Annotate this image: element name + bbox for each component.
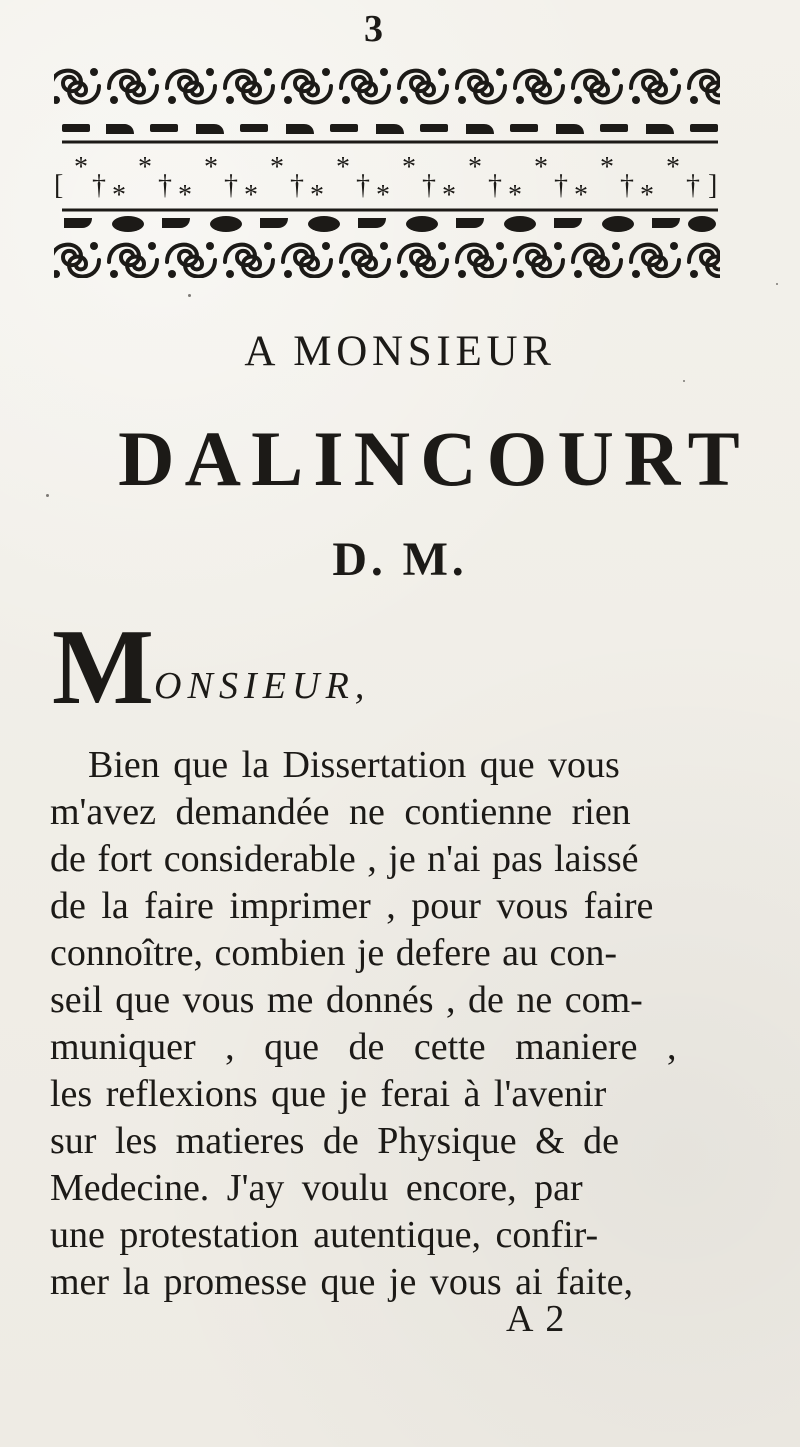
svg-text:*: * <box>640 180 654 211</box>
svg-text:]: ] <box>708 170 718 201</box>
ornamental-headpiece-icon <box>46 58 728 288</box>
svg-text:†: † <box>686 170 700 201</box>
svg-text:†: † <box>356 170 370 201</box>
body-line: Bien que la Dissertation que vous <box>88 744 620 786</box>
body-line: une protestation autentique, confir- <box>50 1214 599 1256</box>
svg-text:*: * <box>270 152 284 183</box>
body-line: mer la promesse que je vous ai faite, <box>50 1261 634 1303</box>
svg-text:*: * <box>310 180 324 211</box>
body-line: les reflexions que je ferai à l'avenir <box>50 1073 607 1115</box>
svg-text:†: † <box>554 170 568 201</box>
svg-text:*: * <box>74 152 88 183</box>
body-line: sur les matieres de Physique & de <box>50 1120 620 1162</box>
body-line: m'avez demandée ne contienne rien <box>50 791 631 833</box>
body-text <box>50 742 722 1306</box>
svg-text:*: * <box>244 180 258 211</box>
svg-text:*: * <box>534 152 548 183</box>
svg-text:†: † <box>620 170 634 201</box>
svg-text:*: * <box>600 152 614 183</box>
svg-text:†: † <box>422 170 436 201</box>
svg-text:*: * <box>666 152 680 183</box>
svg-text:†: † <box>290 170 304 201</box>
svg-text:[: [ <box>54 170 64 201</box>
body-line: connoître, combien je defere au con- <box>50 932 618 974</box>
svg-text:*: * <box>376 180 390 211</box>
svg-text:†: † <box>224 170 238 201</box>
svg-text:*: * <box>336 152 350 183</box>
ink-speck <box>188 294 191 297</box>
salutation <box>52 608 482 727</box>
dedication-name: DALINCOURT <box>118 415 750 502</box>
svg-text:*: * <box>574 180 588 211</box>
body-line: Medecine. J'ay voulu encore, par <box>50 1167 583 1209</box>
page-number: 3 <box>364 8 383 50</box>
svg-text:†: † <box>92 170 106 201</box>
svg-text:*: * <box>178 180 192 211</box>
body-line: de fort considerable , je n'ai pas laissé <box>50 838 639 880</box>
svg-text:*: * <box>442 180 456 211</box>
salutation-rest: ONSIEUR, <box>154 665 371 707</box>
body-line: seil que vous me donnés , de ne com- <box>50 979 643 1021</box>
svg-text:†: † <box>158 170 172 201</box>
svg-text:*: * <box>138 152 152 183</box>
body-line: de la faire imprimer , pour vous faire <box>50 885 654 927</box>
body-line: muniquer , que de cette maniere , <box>50 1026 677 1068</box>
dedication-line-1: A MONSIEUR <box>244 328 556 375</box>
svg-text:*: * <box>112 180 126 211</box>
svg-text:*: * <box>508 180 522 211</box>
ink-speck <box>46 494 49 497</box>
dedication-title: D. M. <box>332 533 468 586</box>
signature-mark: A 2 <box>506 1298 567 1340</box>
ink-speck <box>776 283 778 285</box>
svg-text:*: * <box>204 152 218 183</box>
svg-text:*: * <box>402 152 416 183</box>
svg-text:†: † <box>488 170 502 201</box>
ink-speck <box>683 380 685 382</box>
svg-text:*: * <box>468 152 482 183</box>
salutation-initial: M <box>52 608 152 727</box>
